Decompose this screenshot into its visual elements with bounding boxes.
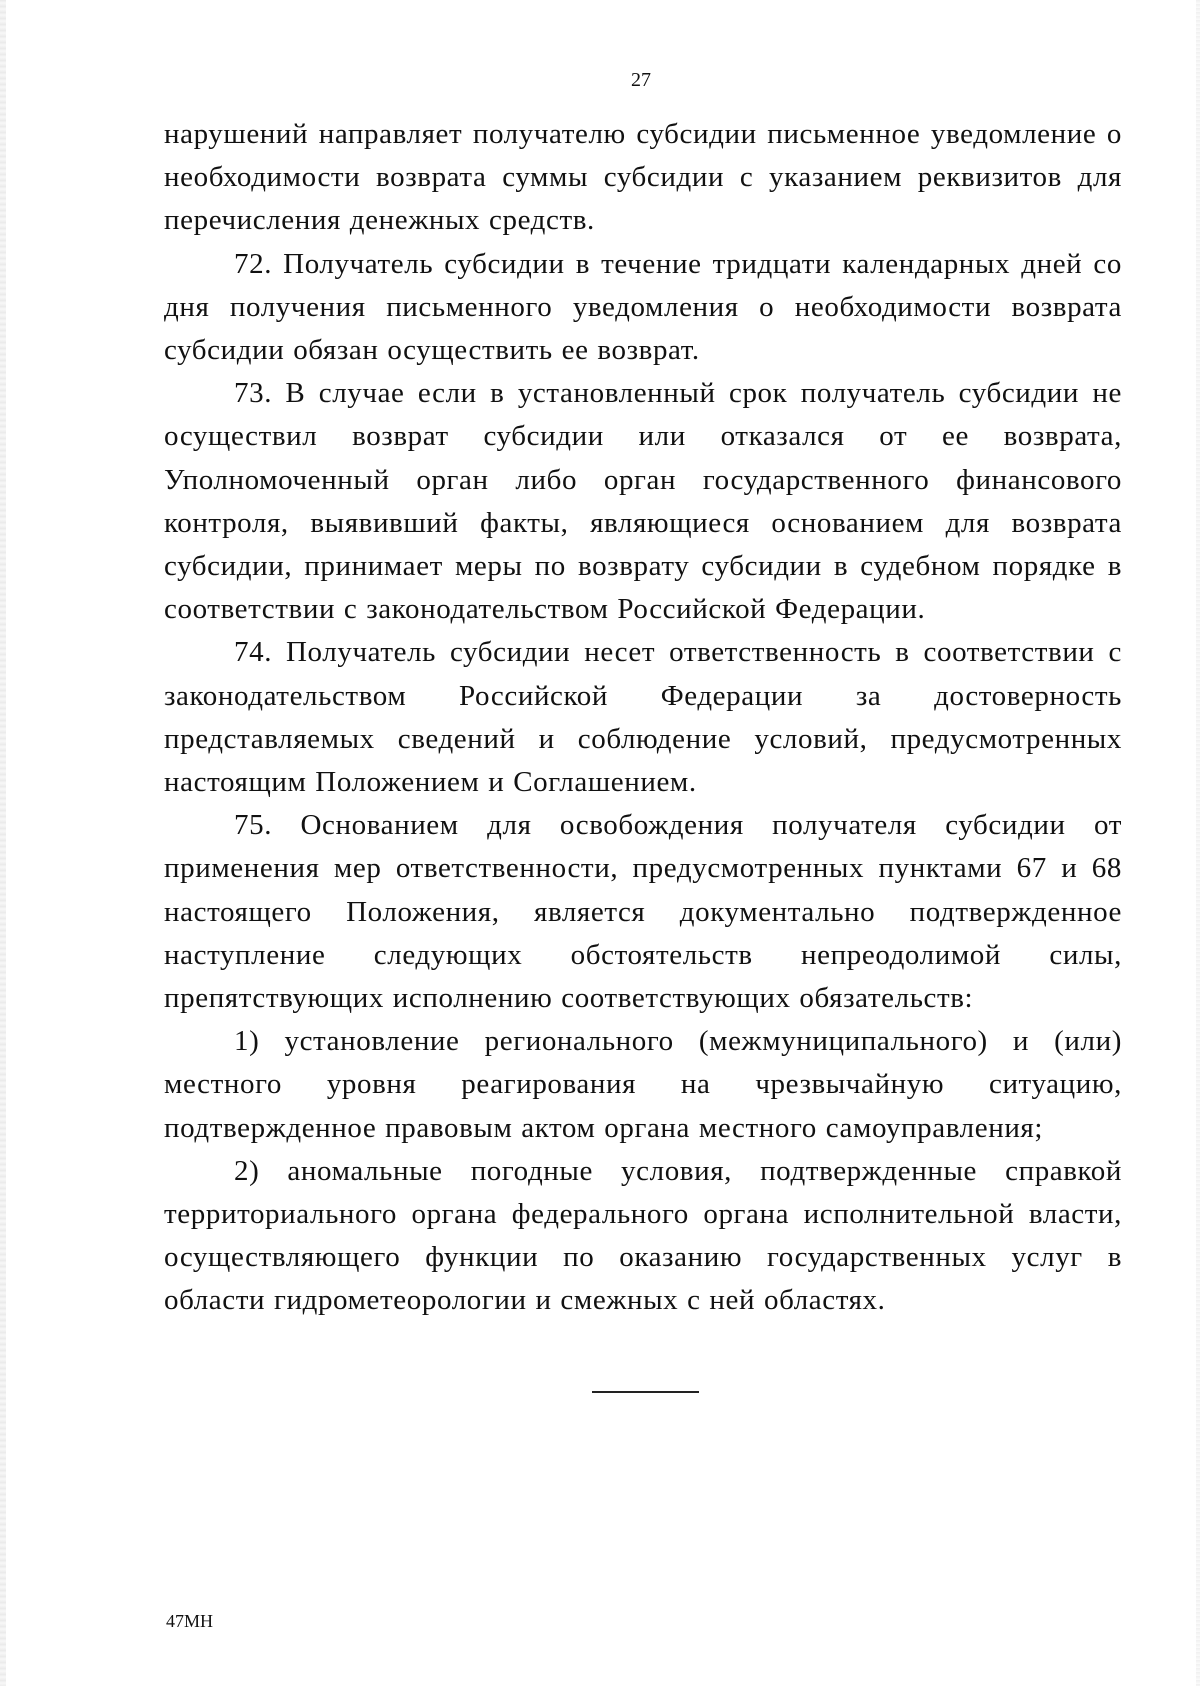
scan-edge-left: [0, 0, 6, 1686]
paragraph-73: 73. В случае если в установленный срок получатель субсидии не осуществил возврат субсидии или отказался от ее возврата, Уполномоченный орган либо орган государственного финансового контроля, выявивший факты, являющиеся основанием для возврата субсидии, принимает меры по возврату субсидии в судебном порядке в соответствии с законодательством Российской Федерации.: [164, 377, 1122, 626]
end-of-text-rule: [592, 1391, 699, 1393]
list-item-1: 1) установление регионального (межмуниципального) и (или) местного уровня реагирования на чрезвычайную ситуацию, подтвержденное правовым актом органа местного самоуправления;: [164, 1025, 1122, 1144]
paragraph-72: 72. Получатель субсидии в течение тридцати календарных дней со дня получения письменного уведомления о необходимости возврата субсидии обязан осуществить ее возврат.: [164, 247, 1122, 367]
list-item-2: 2) аномальные погодные условия, подтвержденные справкой территориального органа федерального органа исполнительной власти, осуществляющего функции по оказанию государственных услуг в области гидрометеорологии и смежных с ней областях.: [164, 1154, 1122, 1317]
paragraph-75: 75. Основанием для освобождения получателя субсидии от применения мер ответственности, предусмотренных пунктами 67 и 68 настоящего Положения, является документально подтвержденное наступление следующих обстоятельств непреодолимой силы, препятствующих исполнению соответствующих обязательств:: [164, 809, 1122, 1015]
paragraph-continuation: нарушений направляет получателю субсидии письменное уведомление о необходимости возврата суммы субсидии с указанием реквизитов для перечисления денежных средств.: [164, 118, 1122, 237]
paragraph-74: 74. Получатель субсидии несет ответственность в соответствии с законодательством Российской Федерации за достоверность представляемых сведений и соблюдение условий, предусмотренных настоящим Положением и Соглашением.: [164, 636, 1122, 799]
scan-edge-right: [1196, 0, 1200, 1686]
document-body: [164, 113, 1122, 1323]
page-number: 27: [631, 69, 651, 91]
footer-code: 47MH: [166, 1611, 214, 1631]
